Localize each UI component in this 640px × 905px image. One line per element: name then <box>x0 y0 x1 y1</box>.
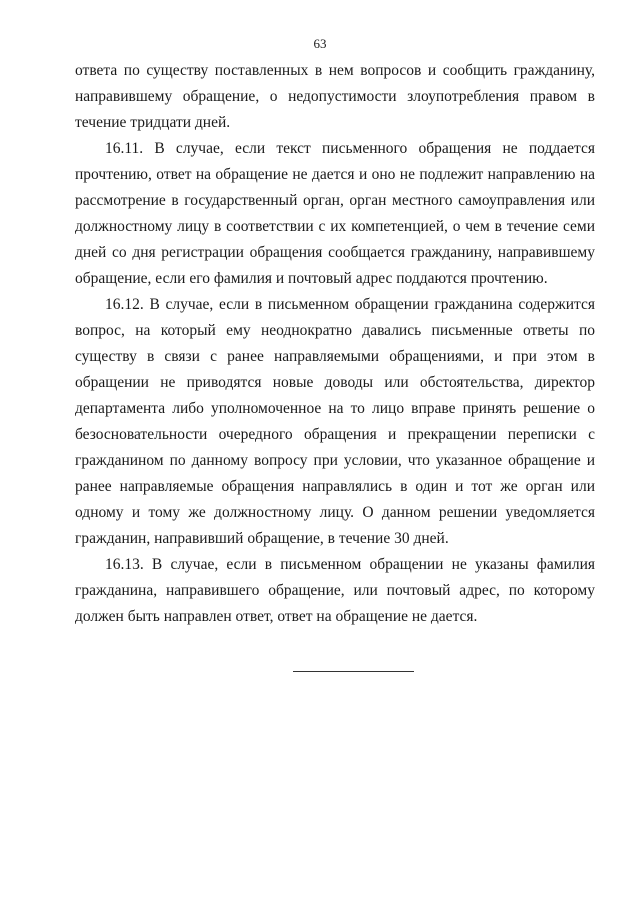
paragraph-16-12: 16.12. В случае, если в письменном обращении гражданина содержится вопрос, на который ему неоднократно давались письменные ответы по существу в связи с ранее направляемыми обращениями, и при этом в обращении не приводятся новые доводы или обстоятельства, директор департамента либо уполномоченное на то лицо вправе принять решение о безосновательности очередного обращения и прекращении переписки с гражданином по данному вопросу при условии, что указанное обращение и ранее направляемые обращения направлялись в один и тот же орган или одному и тому же должностному лицу. О данном решении уведомляется гражданин, направивший обращение, в течение 30 дней. <box>75 296 595 547</box>
page-number: 63 <box>313 36 327 51</box>
paragraph-16-13: 16.13. В случае, если в письменном обращении не указаны фамилия гражданина, направившего обращение, или почтовый адрес, по которому должен быть направлен ответ, ответ на обращение не дается. <box>75 556 595 625</box>
end-divider-line <box>293 671 414 672</box>
paragraph-continuation: ответа по существу поставленных в нем вопросов и сообщить гражданину, направившему обращение, о недопустимости злоупотребления правом в течение тридцати дней. <box>75 62 595 131</box>
document-body <box>75 58 595 630</box>
paragraph-16-11: 16.11. В случае, если текст письменного обращения не поддается прочтению, ответ на обращение не дается и оно не подлежит направлению на рассмотрение в государственный орган, орган местного самоуправления или должностному лицу в соответствии с их компетенцией, о чем в течение семи дней со дня регистрации обращения сообщается гражданину, направившему обращение, если его фамилия и почтовый адрес поддаются прочтению. <box>75 140 595 287</box>
